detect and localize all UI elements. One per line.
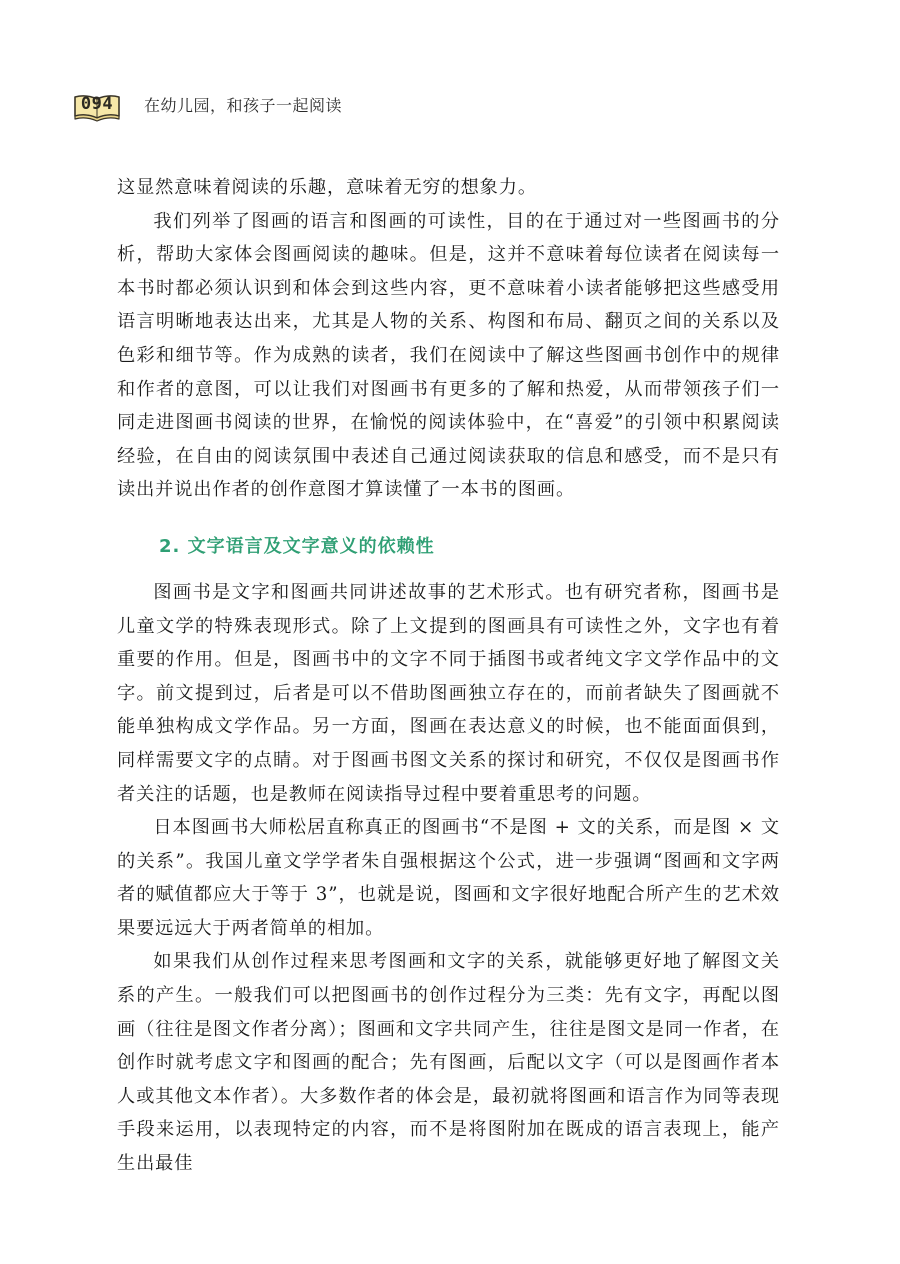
book-title: 在幼儿园，和孩子一起阅读 xyxy=(144,95,343,115)
paragraph: 如果我们从创作过程来思考图画和文字的关系，就能够更好地了解图文关系的产生。一般我们可以把图画书的创作过程分为三类：先有文字，再配以图画（往往是图文作者分离）；图画和文字共同产生，往往是图文是同一作者，在创作时就考虑文字和图画的配合；先有图画，后配以文字（可以是图画作者本人或其他文本作者）。大多数作者的体会是，最初就将图画和语言作为同等表现手段来运用，以表现特定的内容，而不是将图附加在既成的语言表现上，能产生出最佳 xyxy=(117,951,780,1175)
paragraph: 我们列举了图画的语言和图画的可读性，目的在于通过对一些图画书的分析，帮助大家体会图画阅读的趣味。但是，这并不意味着每位读者在阅读每一本书时都必须认识到和体会到这些内容，更不意味着小读者能够把这些感受用语言明晰地表达出来，尤其是人物的关系、构图和布局、翻页之间的关系以及色彩和细节等。作为成熟的读者，我们在阅读中了解这些图画书创作中的规律和作者的意图，可以让我们对图画书有更多的了解和热爱，从而带领孩子们一同走进图画书阅读的世界，在愉悦的阅读体验中，在“喜爱”的引领中积累阅读经验，在自由的阅读氛围中表述自己通过阅读获取的信息和感受，而不是只有读出并说出作者的创作意图才算读懂了一本书的图画。 xyxy=(117,210,780,501)
page-number: 094 xyxy=(80,94,114,114)
paragraph: 这显然意味着阅读的乐趣，意味着无穷的想象力。 xyxy=(117,177,537,198)
paragraph: 日本图画书大师松居直称真正的图画书“不是图 + 文的关系，而是图 × 文的关系”。我国儿童文学学者朱自强根据这个公式，进一步强调“图画和文字两者的赋值都应大于等于 3”，也就是说，图画和文字很好地配合所产生的艺术效果要远远大于两者简单的相加。 xyxy=(117,817,780,939)
running-header xyxy=(72,88,342,124)
page-number-badge xyxy=(72,92,122,120)
page-content xyxy=(117,171,780,1181)
section-heading: 2. 文字语言及文字意义的依赖性 xyxy=(159,535,435,557)
paragraph: 图画书是文字和图画共同讲述故事的艺术形式。也有研究者称，图画书是儿童文学的特殊表现形式。除了上文提到的图画具有可读性之外，文字也有着重要的作用。但是，图画书中的文字不同于插图书或者纯文字文学作品中的文字。前文提到过，后者是可以不借助图画独立存在的，而前者缺失了图画就不能单独构成文学作品。另一方面，图画在表达意义的时候，也不能面面俱到，同样需要文字的点睛。对于图画书图文关系的探讨和研究，不仅仅是图画书作者关注的话题，也是教师在阅读指导过程中要着重思考的问题。 xyxy=(117,581,780,805)
